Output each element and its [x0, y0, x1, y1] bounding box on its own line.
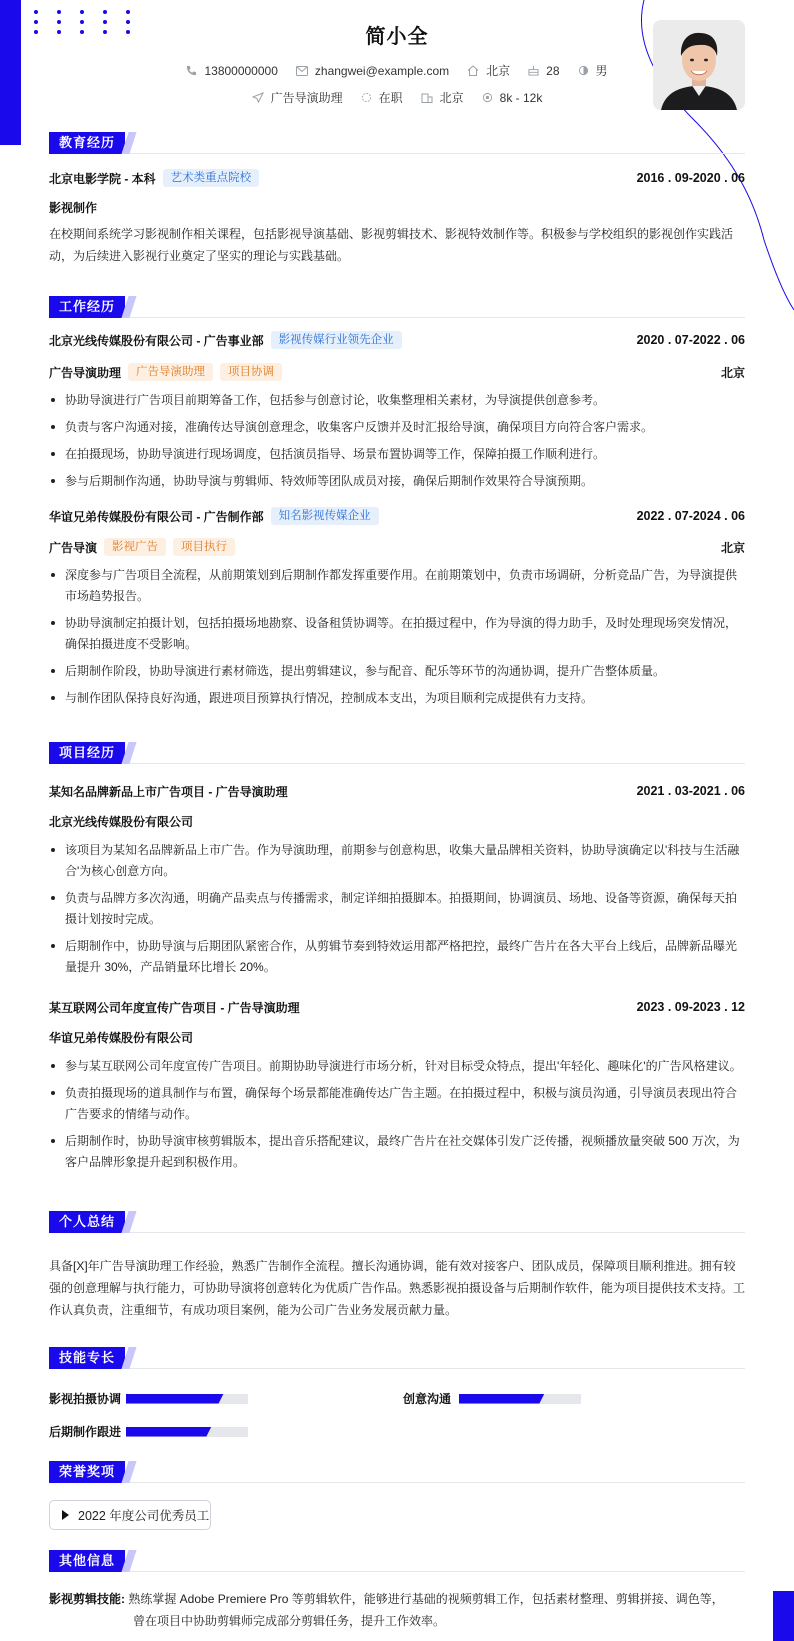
avatar-photo [653, 20, 745, 110]
mail-icon [296, 66, 308, 76]
section-title-awards: 荣誉奖项 [49, 1461, 745, 1483]
project-date: 2021 . 03-2021 . 06 [636, 784, 745, 798]
role-tag: 影视广告 [104, 538, 166, 556]
skill-bar-fill [126, 1427, 211, 1437]
work-section [49, 296, 745, 318]
project-company: 华谊兄弟传媒股份有限公司 [49, 1030, 194, 1045]
list-item: 负责与品牌方多次沟通，明确产品卖点与传播需求，制定详细拍摄脚本。拍摄期间，协调演员、场地、设备等资源，确保每天拍摄计划按时完成。 [49, 888, 745, 930]
work-bullets [49, 390, 745, 492]
awards-section [49, 1461, 745, 1483]
work-entry [49, 330, 745, 498]
list-item: 该项目为某知名品牌新品上市广告。作为导演助理，前期参与创意构思，收集大量品牌相关资料，协助导演确定以'科技与生活融合'为核心创意方向。 [49, 840, 745, 882]
project-date: 2023 . 09-2023 . 12 [636, 1000, 745, 1014]
section-title-skills: 技能专长 [49, 1347, 745, 1369]
city-text: 北京 [486, 64, 511, 78]
target-city-text: 北京 [439, 91, 464, 105]
skill-name: 后期制作跟进 [49, 1425, 122, 1439]
coin-icon [482, 92, 493, 103]
company-name: 北京光线传媒股份有限公司 - 广告事业部 [49, 333, 264, 348]
caret-right-icon [62, 1510, 69, 1520]
list-item: 深度参与广告项目全流程，从前期策划到后期制作都发挥重要作用。在前期策划中，负责市场调研，分析竞品广告，为导演提供市场趋势报告。 [49, 565, 745, 607]
work-city: 北京 [720, 365, 745, 380]
gender-item [578, 62, 608, 79]
phone-text: 13800000000 [204, 63, 278, 78]
education-date: 2016 . 09-2020 . 06 [636, 171, 745, 185]
list-item: 与制作团队保持良好沟通，跟进项目预算执行情况，控制成本支出，为项目顺利完成提供有力支持。 [49, 688, 745, 709]
project-entry [49, 997, 745, 1179]
skill-item [49, 1390, 248, 1407]
right-accent-bar [773, 1591, 794, 1641]
skills-section [49, 1347, 745, 1369]
other-label: 影视剪辑技能: [49, 1592, 125, 1606]
work-city: 北京 [720, 540, 745, 555]
job-role: 广告导演助理 [49, 365, 122, 380]
cake-icon [528, 65, 539, 76]
school-name: 北京电影学院 - 本科 [49, 171, 156, 186]
section-title-work: 工作经历 [49, 296, 745, 318]
project-title: 某互联网公司年度宣传广告项目 - 广告导演助理 [49, 1000, 300, 1015]
work-date: 2020 . 07-2022 . 06 [636, 333, 745, 347]
award-text: 2022 年度公司优秀员工 [78, 1509, 210, 1523]
section-title-other: 其他信息 [49, 1550, 745, 1572]
phone-item [186, 64, 277, 78]
summary-text: 具备[X]年广告导演助理工作经验，熟悉广告制作全流程。擅长沟通协调，能有效对接客户、团队成员，保障项目顺利推进。拥有较强的创意理解与执行能力，可协助导演将创意转化为优质广告作品。熟悉影视拍摄设备与后期制作软件，能为项目提供技术支持。工作认真负责，注重细节，有成功项目案例，能为公司广告业务发展贡献力量。 [49, 1259, 746, 1317]
project-bullets [49, 1056, 745, 1173]
list-item: 在拍摄现场，协助导演进行现场调度，包括演员指导、场景布置协调等工作，保障拍摄工作顺利进行。 [49, 444, 745, 465]
skill-bar-track [126, 1394, 248, 1404]
list-item: 后期制作阶段，协助导演进行素材筛选，提出剪辑建议，参与配音、配乐等环节的沟通协调，提升广告整体质量。 [49, 661, 745, 682]
salary-item [482, 91, 543, 105]
list-item: 参与某互联网公司年度宣传广告项目。前期协助导演进行市场分析，针对目标受众特点，提出'年轻化、趣味化'的广告风格建议。 [49, 1056, 745, 1077]
company-tag: 知名影视传媒企业 [271, 507, 379, 525]
phone-icon [186, 65, 197, 76]
skill-bar-track [459, 1394, 581, 1404]
target-city-item [421, 89, 464, 106]
other-section [49, 1550, 745, 1572]
project-bullets [49, 840, 745, 978]
section-title-education: 教育经历 [49, 132, 745, 154]
other-line2: 曾在项目中协助剪辑师完成部分剪辑任务，提升工作效率。 [133, 1614, 446, 1628]
status-text: 在职 [378, 91, 403, 105]
role-tag: 广告导演助理 [128, 363, 213, 381]
job-role: 广告导演 [49, 540, 98, 555]
company-tag: 影视传媒行业领先企业 [271, 331, 402, 349]
section-title-summary: 个人总结 [49, 1211, 745, 1233]
list-item: 后期制作时，协助导演审核剪辑版本，提出音乐搭配建议，最终广告片在社交媒体引发广泛传播，视频播放量突破 500 万次，为客户品牌形象提升起到积极作用。 [49, 1131, 745, 1173]
section-title-projects: 项目经历 [49, 742, 745, 764]
project-title: 某知名品牌新品上市广告项目 - 广告导演助理 [49, 784, 288, 799]
work-bullets [49, 565, 745, 709]
skill-item [403, 1390, 581, 1407]
project-entry [49, 781, 745, 984]
skill-name: 创意沟通 [403, 1392, 452, 1406]
spinner-icon [361, 92, 372, 103]
list-item: 参与后期制作沟通，协助导演与剪辑师、特效师等团队成员对接，确保后期制作效果符合导演预期。 [49, 471, 745, 492]
status-item [361, 89, 403, 106]
education-entry [49, 168, 745, 267]
award-item [49, 1500, 211, 1530]
list-item: 后期制作中，协助导演与后期团队紧密合作，从剪辑节奏到特效运用都严格把控，最终广告片在各大平台上线后，品牌新品曝光量提升 30%，产品销量环比增长 20%。 [49, 936, 745, 978]
age-item [528, 64, 559, 78]
projects-section [49, 742, 745, 764]
project-company: 北京光线传媒股份有限公司 [49, 814, 194, 829]
role-tag: 项目协调 [220, 363, 282, 381]
other-info [49, 1588, 749, 1632]
list-item: 负责拍摄现场的道具制作与布置，确保每个场景都能准确传达广告主题。在拍摄过程中，积极与演员沟通，引导演员表现出符合广告要求的情绪与动作。 [49, 1083, 745, 1125]
target-job-text: 广告导演助理 [270, 91, 343, 105]
skill-bar-track [126, 1427, 248, 1437]
send-icon [252, 92, 264, 103]
skill-bar-fill [459, 1394, 544, 1404]
education-section [49, 132, 745, 154]
city-item [467, 62, 510, 79]
school-tag: 艺术类重点院校 [163, 169, 260, 187]
email-item [296, 64, 449, 78]
email-text: zhangwei@example.com [314, 63, 450, 78]
age-text: 28 [546, 63, 560, 78]
education-desc: 在校期间系统学习影视制作相关课程，包括影视导演基础、影视剪辑技术、影视特效制作等。积极参与学校组织的影视创作实践活动，为后续进入影视行业奠定了坚实的理论与实践基础。 [49, 227, 734, 263]
gender-text: 男 [595, 64, 608, 78]
skill-name: 影视拍摄协调 [49, 1392, 122, 1406]
company-name: 华谊兄弟传媒股份有限公司 - 广告制作部 [49, 509, 264, 524]
candidate-name: 简小全 [365, 26, 429, 48]
role-tag: 项目执行 [173, 538, 235, 556]
list-item: 负责与客户沟通对接，准确传达导演创意理念，收集客户反馈并及时汇报给导演，确保项目方向符合客户需求。 [49, 417, 745, 438]
list-item: 协助导演制定拍摄计划，包括拍摄场地勘察、设备租赁协调等。在拍摄过程中，作为导演的得力助手，及时处理现场突发情况，确保拍摄进度不受影响。 [49, 613, 745, 655]
list-item: 协助导演进行广告项目前期筹备工作，包括参与创意讨论，收集整理相关素材，为导演提供创意参考。 [49, 390, 745, 411]
gender-icon [578, 65, 589, 76]
summary-section [49, 1211, 745, 1233]
other-line1: 熟练掌握 Adobe Premiere Pro 等剪辑软件，能够进行基础的视频剪辑工作，包括素材整理、剪辑拼接、调色等， [128, 1592, 724, 1606]
target-job-item [252, 89, 343, 106]
salary-text: 8k - 12k [499, 90, 543, 105]
major: 影视制作 [49, 200, 98, 215]
work-entry [49, 506, 745, 715]
building-icon [421, 92, 433, 103]
avatar [653, 20, 745, 110]
work-date: 2022 . 07-2024 . 06 [636, 509, 745, 523]
skill-item [49, 1423, 248, 1440]
home-icon [467, 65, 479, 76]
skill-bar-fill [126, 1394, 224, 1404]
